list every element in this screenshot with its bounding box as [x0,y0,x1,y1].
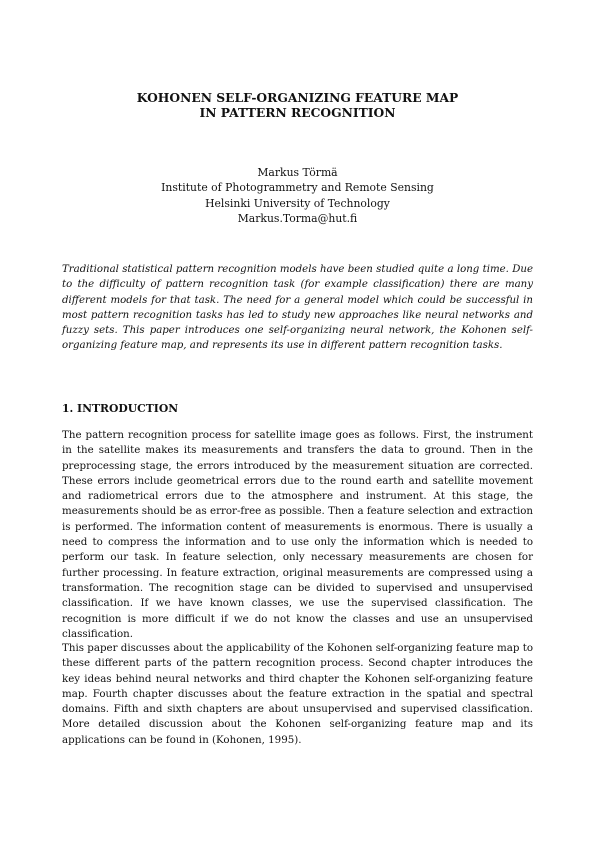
body-paragraph: This paper discusses about the applicability of the Kohonen self-organizing feature map to these different parts of the pattern recognition process. Second chapter introduces the key ideas behind neural networks and third chapter the Kohonen self-organizing feature map. Fourth chapter discusses about the feature extraction in the spatial and spectral domains. Fifth and sixth chapters are about unsupervised and supervised classification. More detailed discussion about the Kohonen self-organizing feature map and its applications can be found in (Kohonen, 1995). [62,642,533,746]
author-block [62,165,533,227]
author-university: Helsinki University of Technology [205,196,390,210]
title-line-2: IN PATTERN RECOGNITION [199,105,396,120]
paper-title [62,90,533,120]
author-affiliation: Institute of Photogrammetry and Remote Sensing [161,181,434,195]
abstract: Traditional statistical pattern recognition models have been studied quite a long time. Due to the difficulty of pattern recognition task (for example classification) there are many different models for that task. The need for a general model which could be successful in most pattern recognition tasks has led to study new approaches like neural networks and fuzzy sets. This paper introduces one self-organizing neural network, the Kohonen self-organizing feature map, and represents its use in different pattern recognition tasks. [62,264,533,352]
author-email: Markus.Torma@hut.fi [237,212,358,226]
author-name: Markus Törmä [257,166,338,179]
title-line-1: KOHONEN SELF-ORGANIZING FEATURE MAP [136,90,459,105]
body-paragraph: The pattern recognition process for satellite image goes as follows. First, the instrument in the satellite makes its measurements and transfers the data to ground. Then in the preprocessing stage, the errors introduced by the measurement situation are corrected. These errors include geometrical errors due to the round earth and satellite movement and radiometrical errors due to the atmosphere and instrument. At this stage, the measurements should be as error-free as possible. Then a feature selection and extraction is performed. The information content of measurements is enormous. There is usually a need to compress the information and to use only the information which is needed to perform our task. In feature selection, only necessary measurements are chosen for further processing. In feature extraction, original measurements are compressed using a transformation. The recognition stage can be divided to supervised and unsupervised classification. If we have known classes, we use the supervised classification. The recognition is more difficult if we do not know the classes and use an unsupervised classification. [62,429,533,640]
section-heading: 1. INTRODUCTION [62,402,179,415]
